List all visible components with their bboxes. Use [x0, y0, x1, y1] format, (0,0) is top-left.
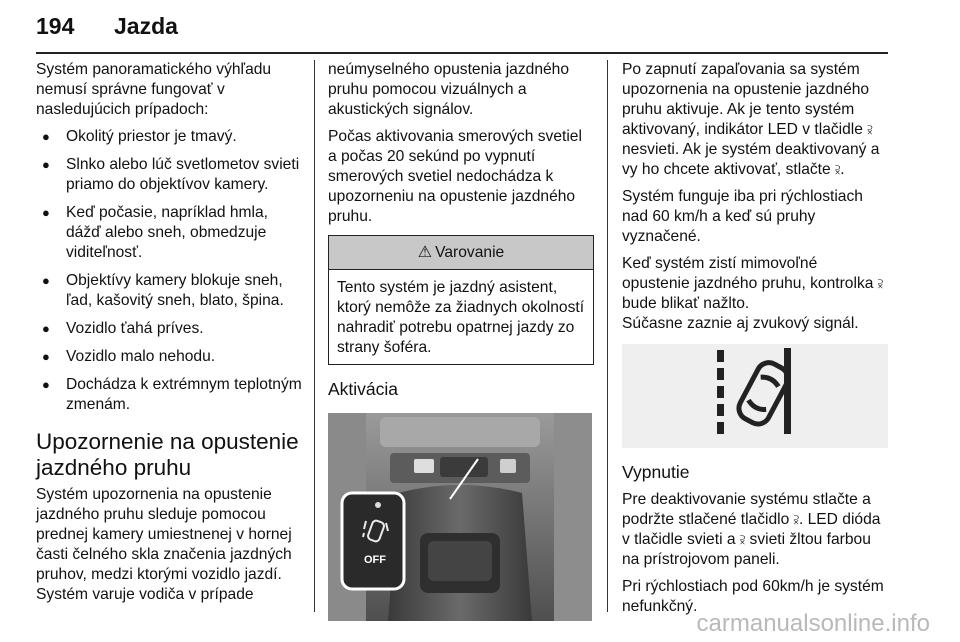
lane-departure-icon: ⫂ [877, 277, 884, 291]
lane-departure-icon: ⫂ [739, 533, 746, 547]
watermark: carmanualsonline.info [696, 610, 930, 637]
intro-paragraph: Systém panoramatického výhľadu nemusí správne fungovať v nasledujúcich prípadoch: [36, 61, 272, 118]
list-item: ● Okolitý priestor je tmavý. [36, 127, 302, 147]
column-divider [314, 60, 315, 612]
text-run: svieti žltou farbou na prístrojovom paneli. [622, 531, 871, 568]
column-divider [607, 60, 608, 612]
column-3 [622, 60, 888, 624]
text-run: Keď systém zistí mimovoľné opustenie jazdného pruhu, kontrolka [622, 255, 874, 292]
page-number: 194 [36, 12, 75, 39]
header-divider [36, 52, 888, 54]
warning-title: Varovanie [435, 243, 505, 261]
warning-triangle-icon: ⚠ [417, 243, 433, 261]
subheading-deactivation: Vypnutie [622, 462, 690, 482]
text-run: . LED dióda v tlačidle svieti a [622, 511, 881, 548]
text-run: Pre deaktivovanie systému stlačte a podržte stlačené tlačidlo [622, 491, 871, 528]
lane-departure-symbol-icon [622, 344, 888, 448]
section-heading: Upozornenie na opustenie jazdného pruhu [36, 429, 299, 480]
text-run: bude blikať nažlto. [622, 295, 750, 312]
section-title: Jazda [114, 12, 178, 39]
lane-departure-icon: ⫂ [793, 513, 799, 527]
body-paragraph [622, 60, 888, 180]
list-item: ● Vozidlo ťahá príves. [36, 319, 302, 339]
text-run: nesvieti. Ak je systém deaktivovaný a vy ho chcete aktivovať, stlačte [622, 141, 880, 178]
body-paragraph: Počas aktivovania smerových svetiel a počas 20 sekúnd po vypnutí smerových svetiel nedochádza k upozorneniu na opustenie jazdného pruhu. [328, 128, 582, 225]
lane-departure-icon: ⫂ [867, 123, 873, 137]
warning-header [329, 236, 593, 270]
list-item: ● Slnko alebo lúč svetlometov svieti priamo do objektívov kamery. [36, 155, 302, 195]
off-button-label: OFF [364, 554, 386, 566]
list-item: ● Vozidlo malo nehodu. [36, 347, 302, 367]
text-run: Po zapnutí zapaľovania sa systém upozornenia na opustenie jazdného pruhu aktivuje. Ak je tento systém aktivovaný, indikátor LED v tlačidle [622, 61, 870, 138]
list-item: ● Dochádza k extrémnym teplotným zmenám. [36, 375, 302, 415]
text-run: . [840, 161, 845, 178]
warning-text: Tento systém je jazdný asistent, ktorý nemôže za žiadnych okolností nahradiť potrebu opatrnej jazdy zo strany šoféra. [337, 279, 585, 356]
subheading-activation: Aktivácia [328, 379, 399, 399]
lane-departure-indicator-figure [622, 344, 888, 448]
text-run: Súčasne zaznie aj zvukový signál. [622, 315, 859, 332]
lane-departure-icon: ⫂ [835, 163, 841, 177]
body-paragraph: Systém funguje iba pri rýchlostiach nad 60 km/h a keď sú pruhy vyznačené. [622, 188, 863, 245]
console-photo [328, 413, 592, 621]
list-item: ● Objektívy kamery blokuje sneh, ľad, kašovitý sneh, blato, špina. [36, 271, 302, 311]
conditions-list [36, 127, 302, 415]
warning-box [328, 235, 594, 365]
page-header [36, 4, 178, 48]
body-paragraph [622, 254, 888, 334]
body-paragraph: Systém upozornenia na opustenie jazdného pruhu sleduje pomocou prednej kamery umiestnenej v hornej časti čelného skla značenia jazdných pruhov, medzi ktorými vozidlo jazdí. Systém varuje vodiča v prípade [36, 486, 292, 603]
column-2 [328, 60, 594, 621]
body-paragraph [622, 490, 888, 570]
column-1 [36, 60, 302, 612]
body-paragraph: Pri rýchlostiach pod 60km/h je systém nefunkčný. [622, 578, 884, 615]
body-paragraph: neúmyselného opustenia jazdného pruhu pomocou vizuálnych a akustických signálov. [328, 61, 570, 118]
list-item: ● Keď počasie, napríklad hmla, dážď alebo sneh, obmedzuje viditeľnosť. [36, 203, 302, 263]
console-illustration [328, 413, 592, 621]
